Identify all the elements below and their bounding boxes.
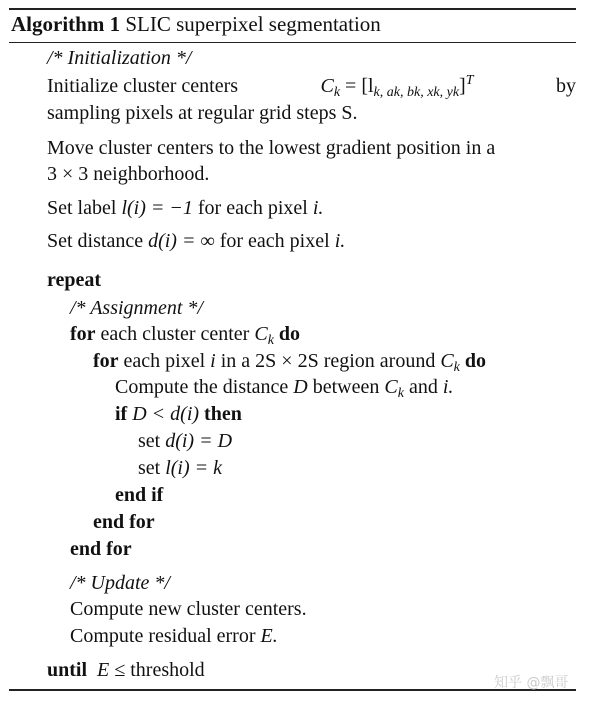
algorithm-name: SLIC superpixel segmentation — [125, 12, 381, 36]
top-rule — [9, 8, 576, 10]
for-pixel-line: for each pixel i in a 2S × 2S region around $C_k$ do — [93, 350, 487, 375]
comment-update: /* Update */ — [70, 572, 170, 594]
set-label-line: Set label l(i) = −1 for each pixel i. — [47, 197, 324, 219]
set-distance-line: Set distance d(i) = ∞ for each pixel i. — [47, 230, 346, 252]
update-centers-line: Compute new cluster centers. — [70, 598, 307, 620]
bottom-rule — [9, 689, 576, 691]
until-line: until E ≤ threshold — [47, 659, 205, 681]
init-line-1 — [47, 74, 576, 98]
repeat-keyword: repeat — [47, 269, 102, 291]
residual-error-line: Compute residual error E. — [70, 625, 278, 647]
comment-initialization: /* Initialization */ — [47, 47, 192, 69]
move-line-1: Move cluster centers to the lowest gradient position in a — [47, 137, 496, 159]
algorithm-title — [11, 12, 381, 37]
move-line-2: 3 × 3 neighborhood. — [47, 163, 210, 185]
compute-distance-line: Compute the distance D between $C_k$ and i. — [115, 376, 454, 401]
algorithm-label: Algorithm 1 — [11, 12, 121, 36]
title-rule — [9, 42, 576, 43]
watermark-text: 知乎 @飘哥 — [494, 675, 569, 691]
set-d-line: set d(i) = D — [138, 430, 233, 452]
init-line-2: sampling pixels at regular grid steps S. — [47, 102, 358, 124]
end-for-inner-keyword: end for — [93, 511, 155, 533]
for-cluster-line: for each cluster center $C_k$ do — [70, 323, 301, 348]
init-by: by — [555, 75, 576, 97]
init-math: $C_k = [l_{k, ak, bk, xk, yk}]^T$ — [320, 73, 474, 100]
init-text: Initialize cluster centers — [47, 75, 239, 97]
end-for-outer-keyword: end for — [70, 538, 132, 560]
end-if-keyword: end if — [115, 484, 164, 506]
if-line: if D < d(i) then — [115, 403, 242, 425]
set-l-line: set l(i) = k — [138, 457, 223, 479]
comment-assignment: /* Assignment */ — [70, 297, 203, 319]
